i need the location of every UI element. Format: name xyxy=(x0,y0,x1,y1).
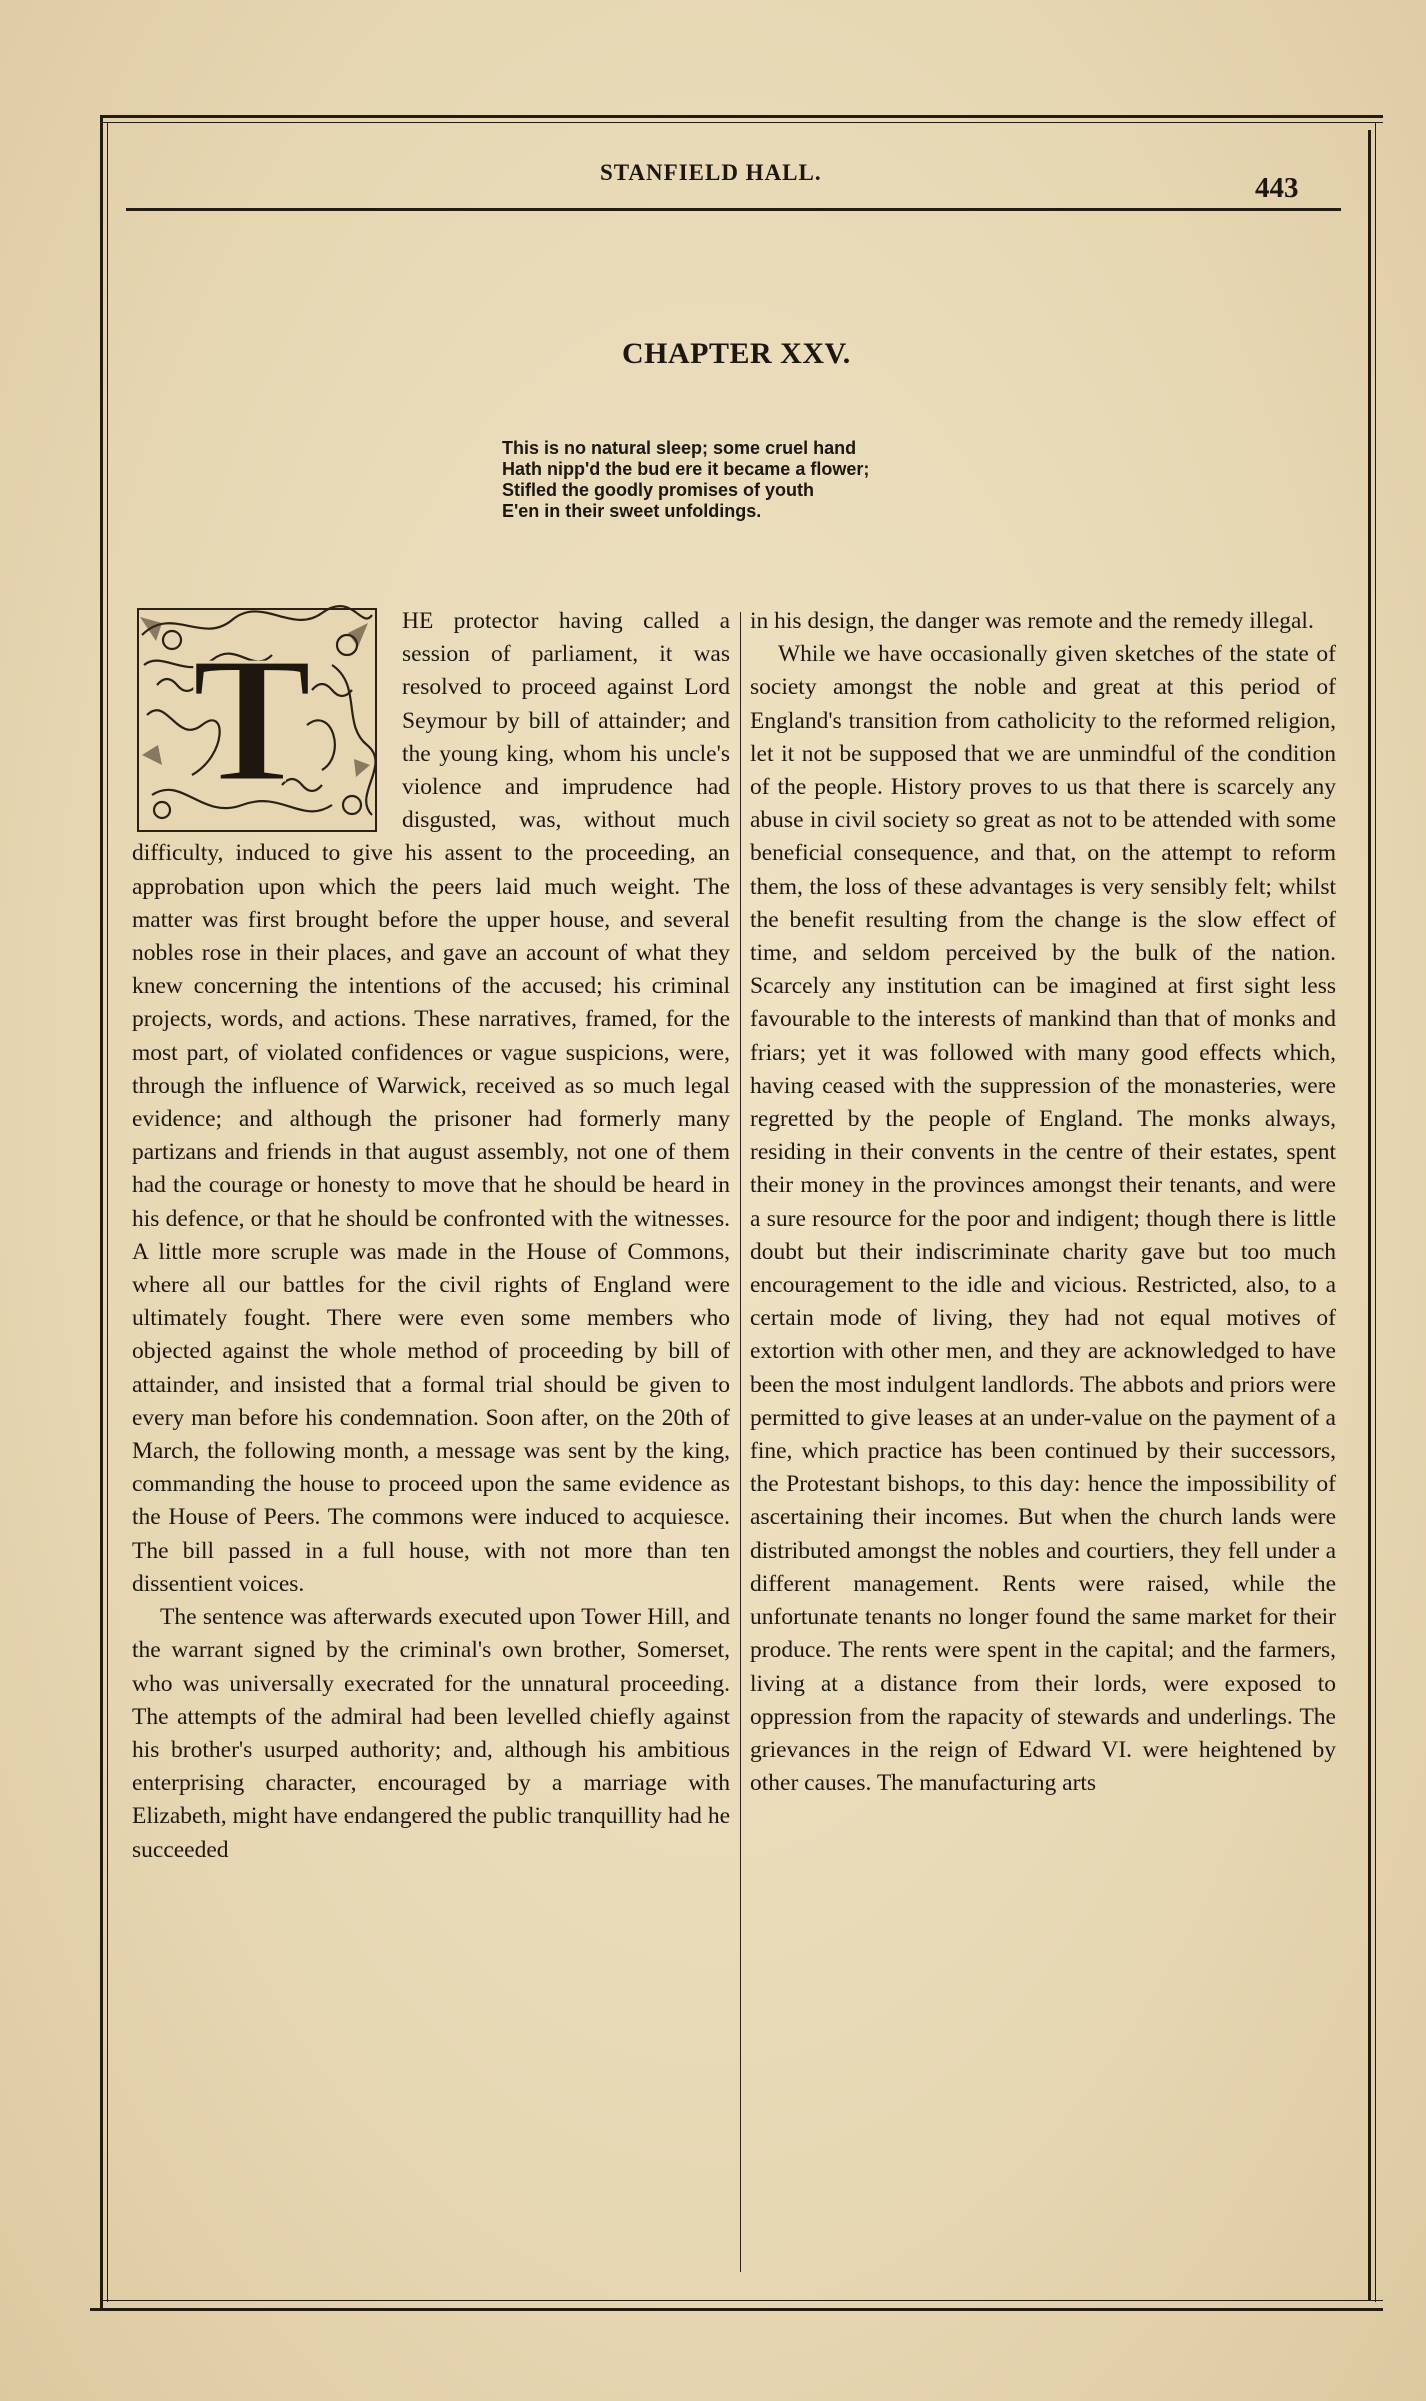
paragraph: While we have occasionally given sketches of the state of society amongst the noble and great at this period of England's transition from catholicity to the reformed religion, let it not be supposed that we are unmindful of the condition of the people. History proves to us that there is scarcely any abuse in civil society so great as not to be attended with some beneficial consequence, and that, on the attempt to reform them, the loss of these advantages is very sensibly felt; whilst the benefit resulting from the change is the slow effect of time, and seldom perceived by the bulk of the nation. Scarcely any institution can be imagined at first sight less favourable to the interests of mankind than that of monks and friars; yet it was followed with many good effects which, having ceased with the suppression of the monasteries, were regretted by the people of England. The monks always, residing in their convents in the centre of their estates, spent their money in the provinces amongst their tenants, and were a sure resource for the poor and indigent; though there is little doubt but their indiscriminate charity gave but too much encouragement to the idle and vicious. Restricted, also, to a certain mode of living, they had not equal motives of extortion with other men, and they are acknowledged to have been the most indulgent landlords. The abbots and priors were permitted to give leases at an under-value on the payment of a fine, which practice has been continued by their successors, the Protestant bishops, to this day: hence the impossibility of ascertaining their incomes. But when the church lands were distributed amongst the nobles and courtiers, they fell under a different management. Rents were raised, while the unfortunate tenants no longer found the same market for their produce. The rents were spent in the capital; and the farmers, living at a distance from their lords, were exposed to oppression from the rapacity of stewards and underlings. The grievances in the reign of Edward VI. were heightened by other causes. The manufacturing arts xyxy=(750,641,1336,1797)
ornamental-initial-icon xyxy=(132,605,394,837)
paragraph: HE protector having called a session of parliament, it was resolved to proceed against Lord Seymour by bill of attainder; and the young king, whom his uncle's violence and imprudence had disgusted, was, without much difficulty, induced to give his assent to the proceeding, an approbation upon which the peers laid much weight. The matter was first brought before the upper house, and several nobles rose in their places, and gave an account of what they knew concerning the intentions of the accused; his criminal projects, words, and actions. These narratives, framed, for the most part, of violated confidences or vague suspicions, were, through the influence of Warwick, received as so much legal evidence; and although the prisoner had formerly many partizans and friends in that august assembly, not one of them had the courage or honesty to move that he should be heard in his defence, or that he should be confronted with the witnesses. A little more scruple was made in the House of Commons, where all our battles for the civil rights of England were ultimately fought. There were even some members who objected against the whole method of proceeding by bill of attainder, and insisted that a formal trial should be given to every man before his condemnation. Soon after, on the 20th of March, the following month, a message was sent by the king, commanding the house to proceed upon the same evidence as the House of Peers. The commons were induced to acquiesce. The bill passed in a full house, with not more than ten dissentient voices. xyxy=(132,608,730,1597)
chapter-title: CHAPTER XXV. xyxy=(622,337,851,370)
decorated-initial xyxy=(132,605,394,837)
frame-rule-right xyxy=(1368,130,1371,2300)
frame-rule-bottom-inner xyxy=(100,2300,1383,2301)
epigraph-line: Hath nipp'd the bud ere it became a flower; xyxy=(502,459,870,479)
frame-rule-left-inner xyxy=(107,122,108,2302)
frame-rule-left xyxy=(100,115,103,2310)
epigraph xyxy=(502,438,1062,522)
right-column xyxy=(750,605,1336,1800)
page-number: 443 xyxy=(1255,172,1299,204)
dropcap-letter: T xyxy=(191,620,313,819)
left-column xyxy=(132,605,730,1867)
frame-rule-top xyxy=(100,115,1383,118)
frame-rule-bottom xyxy=(90,2308,1383,2311)
column-separator xyxy=(740,612,741,2272)
epigraph-line: E'en in their sweet unfoldings. xyxy=(502,501,762,521)
header-rule xyxy=(126,208,1341,211)
running-title: STANFIELD HALL. xyxy=(600,160,822,185)
frame-rule-right-inner xyxy=(1375,122,1376,2302)
paragraph: in his design, the danger was remote and the remedy illegal. xyxy=(750,608,1314,634)
paragraph: The sentence was afterwards executed upon Tower Hill, and the warrant signed by the criminal's own brother, Somerset, who was universally execrated for the unnatural proceeding. The attempts of the admiral had been levelled chiefly against his brother's usurped authority; and, although his ambitious enterprising character, encouraged by a marriage with Elizabeth, might have endangered the public tranquillity had he succeeded xyxy=(132,1604,730,1863)
epigraph-line: Stifled the goodly promises of youth xyxy=(502,480,815,500)
frame-rule-top-inner xyxy=(100,122,1383,123)
epigraph-line: This is no natural sleep; some cruel hand xyxy=(502,438,857,458)
